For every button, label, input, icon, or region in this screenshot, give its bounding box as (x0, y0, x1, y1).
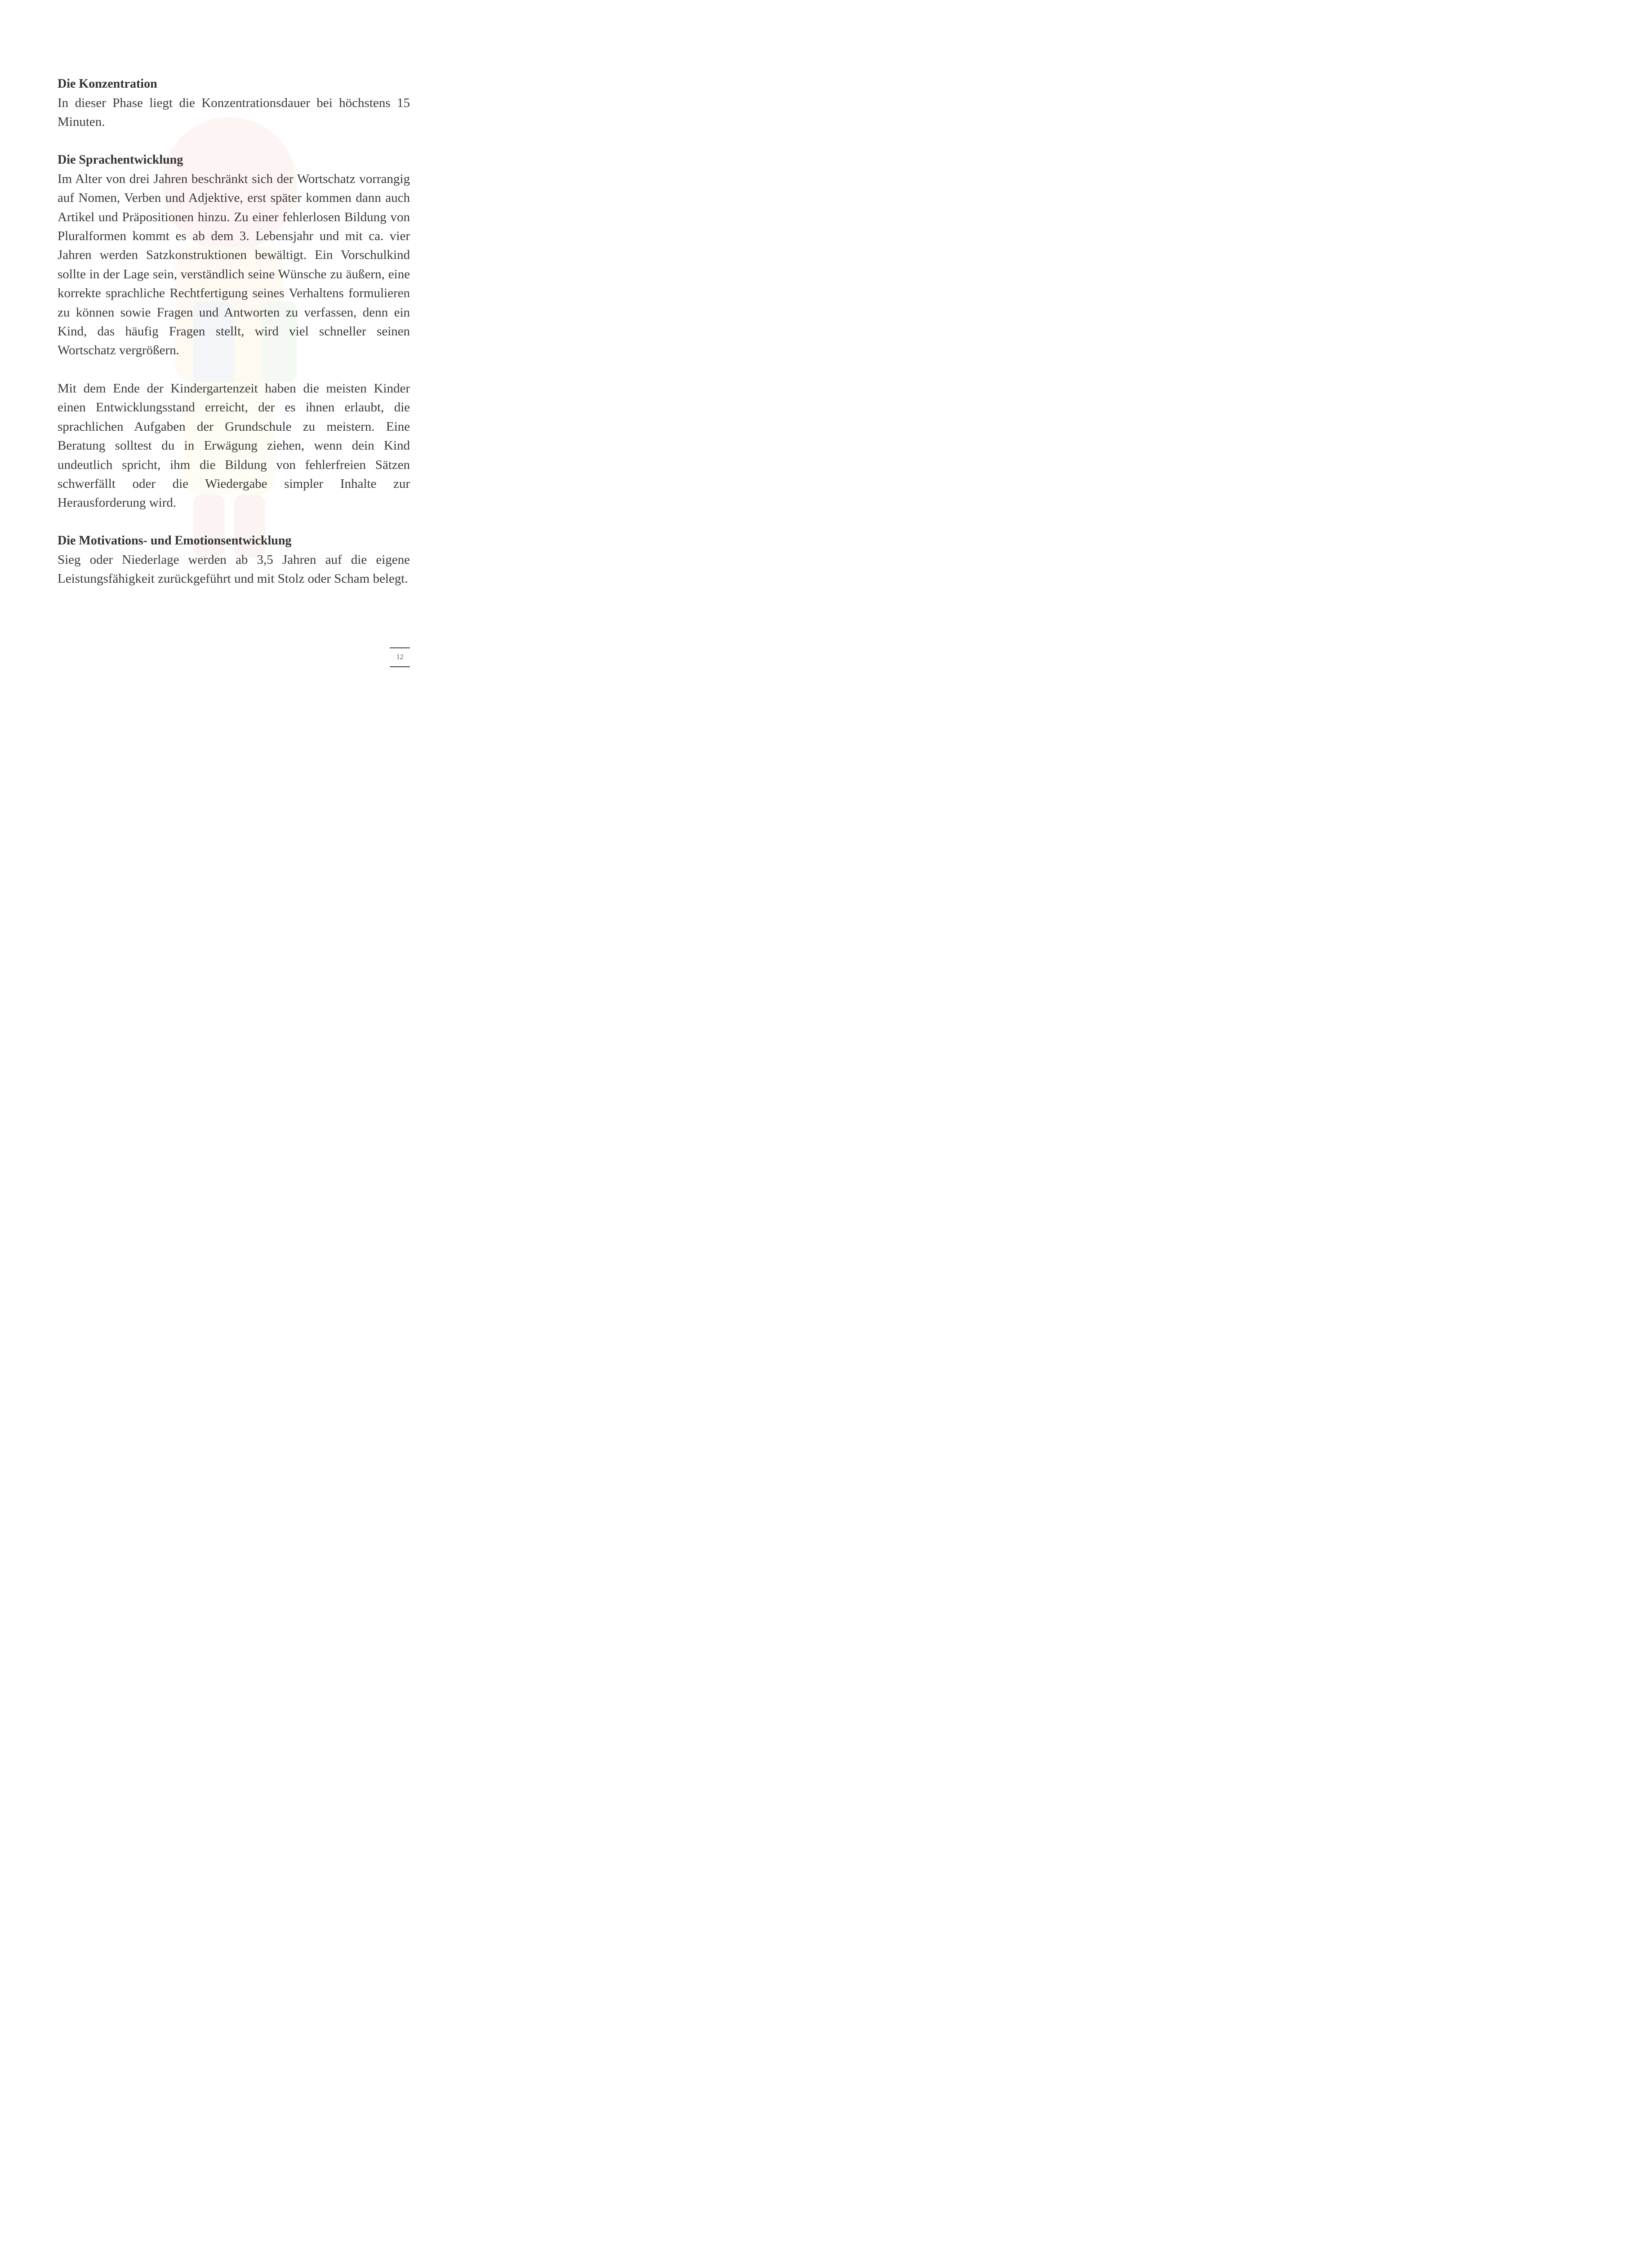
paragraph: Mit dem Ende der Kindergartenzeit haben die meisten Kinder einen Entwicklungsstand erreicht, der es ihnen erlaubt, die sprachlichen Aufgaben der Grundschule zu meistern. Eine Beratung solltest du in Erwägung ziehen, wenn dein Kind undeutlich spricht, ihm die Bildung von fehlerfreien Sätzen schwerfällt oder die Wiedergabe simpler Inhalte zur Herausforderung wird. (58, 381, 410, 510)
page-number: 12 (390, 647, 410, 667)
paragraph: Im Alter von drei Jahren beschränkt sich der Wortschatz vorrangig auf Nomen, Verben und Adjektive, erst später kommen dann auch Artikel und Präpositionen hinzu. Zu einer fehlerlosen Bildung von Pluralformen kommt es ab dem 3. Lebensjahr und mit ca. vier Jahren werden Satzkonstruktionen bewältigt. Ein Vorschulkind sollte in der Lage sein, verständlich seine Wünsche zu äußern, eine korrekte sprachliche Rechtfertigung seines Verhaltens formulieren zu können sowie Fragen und Antworten zu verfassen, denn ein Kind, das häufig Fragen stellt, wird viel schneller seinen Wortschatz vergrößern. (58, 171, 410, 358)
section-konzentration (58, 75, 410, 132)
page-content (58, 75, 410, 607)
paragraph: In dieser Phase liegt die Konzentrationsdauer bei höchstens 15 Minuten. (58, 96, 410, 129)
section-heading: Die Motivations- und Emotionsentwicklung (58, 533, 292, 548)
section-heading: Die Konzentration (58, 77, 157, 91)
section-sprachentwicklung-continued (58, 379, 410, 513)
section-sprachentwicklung (58, 151, 410, 360)
paragraph: Sieg oder Niederlage werden ab 3,5 Jahren auf die eigene Leistungsfähigkeit zurückgeführt und mit Stolz oder Scham belegt. (58, 552, 410, 586)
section-heading: Die Sprachentwicklung (58, 152, 183, 167)
section-motivation-emotion (58, 531, 410, 589)
